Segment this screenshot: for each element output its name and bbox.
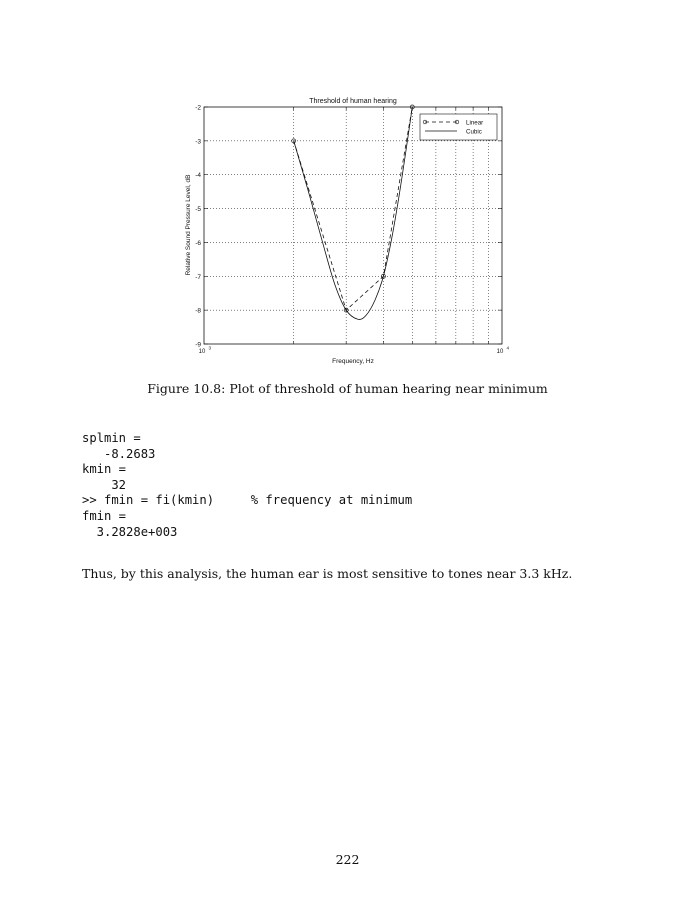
page-number: 222 [335,852,360,867]
code-line: 3.2828e+003 [82,524,178,539]
y-tick-label: -2 [195,104,201,112]
code-line: fmin = [82,508,127,523]
y-tick-label: -5 [195,206,201,214]
y-tick-label: -4 [195,172,201,180]
axis-ticks [195,105,509,356]
chart-title: Threshold of human hearing [309,98,397,105]
body-paragraph: Thus, by this analysis, the human ear is most sensitive to tones near 3.3 kHz. [82,566,573,581]
x-tick-label-exponent: 3 [208,345,212,351]
y-tick-label: -3 [195,138,201,146]
code-line: >> fmin = fi(kmin) % frequency at minimum [82,493,413,508]
code-line: 32 [82,477,127,492]
legend-box [420,114,497,140]
code-line: kmin = [82,462,127,477]
legend-label-linear: Linear [466,119,484,127]
grid-lines [204,107,502,344]
legend-label-cubic: Cubic [466,128,482,136]
y-tick-label: -7 [195,273,201,281]
series-line-linear [294,107,413,310]
x-tick-label: 10 [496,349,504,355]
figure-caption: Figure 10.8: Plot of threshold of human hearing near minimum [147,381,548,396]
x-tick-label-exponent: 4 [506,345,510,351]
series-line-cubic [294,107,413,319]
data-series [292,105,415,319]
threshold-chart [0,0,695,380]
code-block [82,431,412,540]
y-tick-label: -6 [195,239,201,247]
y-tick-label: -9 [195,341,201,349]
y-tick-label: -8 [195,307,201,315]
x-axis-label: Frequency, Hz [332,358,374,365]
y-axis-label: Relative Sound Pressure Level, dB [185,174,192,276]
x-tick-label: 10 [198,349,206,355]
code-line: -8.2683 [82,446,156,461]
legend [420,114,497,140]
code-line: splmin = [82,431,141,445]
plot-area [204,107,502,344]
